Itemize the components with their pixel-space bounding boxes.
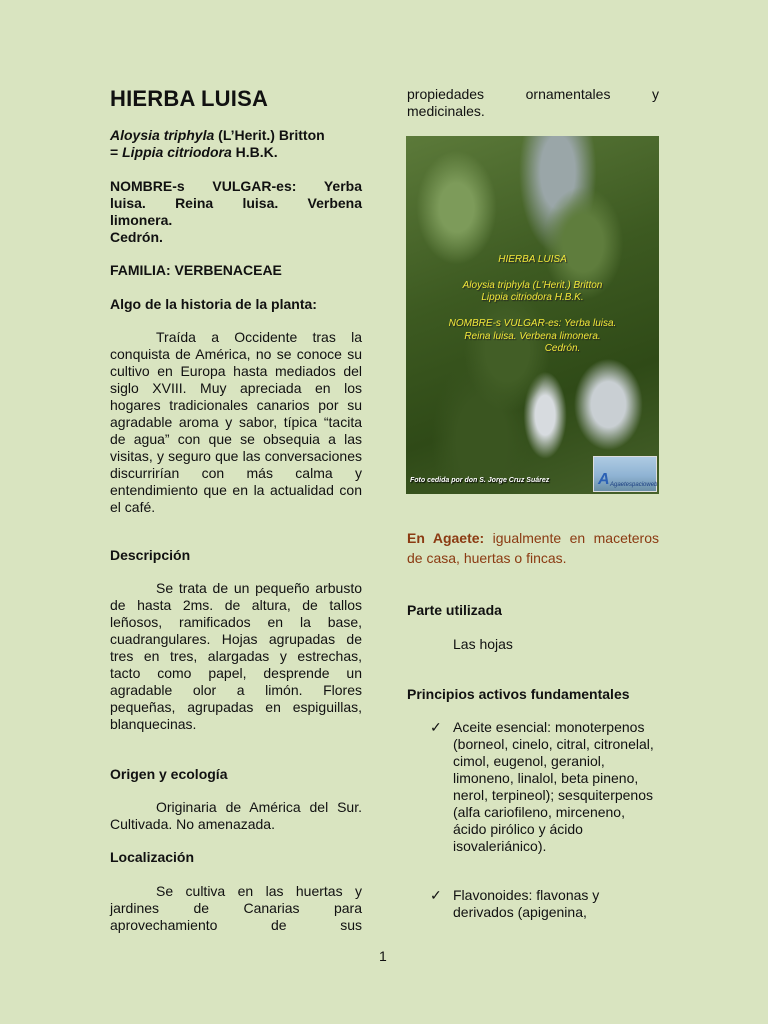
- sci-author-1: (L’Herit.) Britton: [218, 127, 325, 143]
- check-icon: ✓: [430, 887, 442, 903]
- parte-text: Las hojas: [453, 636, 513, 652]
- principio-item-1: Aceite esencial: monoterpenos (borneol, cinelo, citral, citronelal, cimol, eugenol, geraniol, limoneno, linalol, beta pineno, nerol, terpineol); sesquiterpenos (alfa cariofileno, mirceneno, ácido pirólico y ácido isovaleriánico).: [453, 719, 654, 854]
- localizacion-text: Se cultiva en las huertas y jardines de Canarias para aprovechamiento de sus: [110, 883, 362, 933]
- sci-author-2: H.B.K.: [235, 144, 278, 160]
- vulgar-line-1: NOMBRE-s VULGAR-es: Yerba: [110, 178, 362, 194]
- vulgar-line-4: Cedrón.: [110, 229, 163, 245]
- vulgar-names: [110, 178, 362, 246]
- parte-heading: Parte utilizada: [407, 602, 502, 618]
- agaete-logo-icon: A: [598, 471, 610, 488]
- sci-name-1: Aloysia triphyla: [110, 127, 215, 143]
- plant-photo: [406, 136, 659, 494]
- descripcion-text: Se trata de un pequeño arbusto de hasta 2ms. de altura, de tallos leñosos, ramificados en la base, cuadrangulares. Hojas agrupadas de tres en tres, alargadas y estrechas, tacto como papel, desprende un agradable olor a limón. Flores pequeñas, agrupadas en espiguillas, blanquecinas.: [110, 580, 362, 732]
- photo-overlay-line-3: NOMBRE-s VULGAR-es: Yerba luisa.: [448, 318, 617, 329]
- badge-text: Agaetespacioweb: [610, 482, 658, 488]
- photo-overlay-line-5: Cedrón.: [544, 343, 581, 354]
- historia-text: Traída a Occidente tras la conquista de América, no se conoce su cultivo en Europa hasta mediados del siglo XVIII. Muy apreciada en los hogares tradicionales canarios por su agradable aroma y sabor, típica “tacita de agua” con que se obsequia a las visitas, y seguro que las conversaciones discurrirían con más calma y entendimiento que en la actualidad con el café.: [110, 329, 362, 515]
- vulgar-line-3: limonera.: [110, 212, 173, 228]
- photo-overlay-line-4: Reina luisa. Verbena limonera.: [464, 331, 601, 342]
- agaete-label: En Agaete:: [407, 530, 485, 546]
- familia: FAMILIA: VERBENACEAE: [110, 262, 282, 278]
- photo-overlay-line-1: Aloysia triphyla (L'Herit.) Britton: [462, 280, 603, 291]
- agaete-paragraph: [407, 528, 659, 568]
- continuation-text: propiedades ornamentales y medicinales.: [407, 86, 659, 119]
- descripcion-heading: Descripción: [110, 547, 191, 563]
- photo-overlay-line-2: Lippia citriodora H.B.K.: [481, 292, 584, 303]
- check-icon: ✓: [430, 719, 442, 735]
- page-number: 1: [379, 948, 387, 964]
- principios-heading: Principios activos fundamentales: [407, 686, 630, 702]
- localizacion-heading: Localización: [110, 849, 195, 865]
- agaete-text: igualmente en maceteros de casa, huertas o fincas.: [407, 530, 660, 566]
- origen-heading: Origen y ecología: [110, 766, 228, 782]
- page-title: HIERBA LUISA: [110, 86, 269, 111]
- photo-credit: Foto cedida por don S. Jorge Cruz Suárez: [410, 477, 550, 484]
- origen-text: Originaria de América del Sur. Cultivada. No amenazada.: [110, 799, 362, 832]
- agaete-logo-badge: [593, 456, 657, 492]
- vulgar-line-2: luisa. Reina luisa. Verbena: [110, 195, 362, 211]
- sci-eq: =: [110, 144, 119, 160]
- sci-name-2: Lippia citriodora: [122, 144, 232, 160]
- scientific-name: [110, 127, 362, 161]
- photo-overlay-title: HIERBA LUISA: [498, 254, 567, 265]
- principio-item-2: Flavonoides: flavonas y derivados (apigenina,: [453, 887, 600, 920]
- historia-heading: Algo de la historia de la planta:: [110, 296, 317, 312]
